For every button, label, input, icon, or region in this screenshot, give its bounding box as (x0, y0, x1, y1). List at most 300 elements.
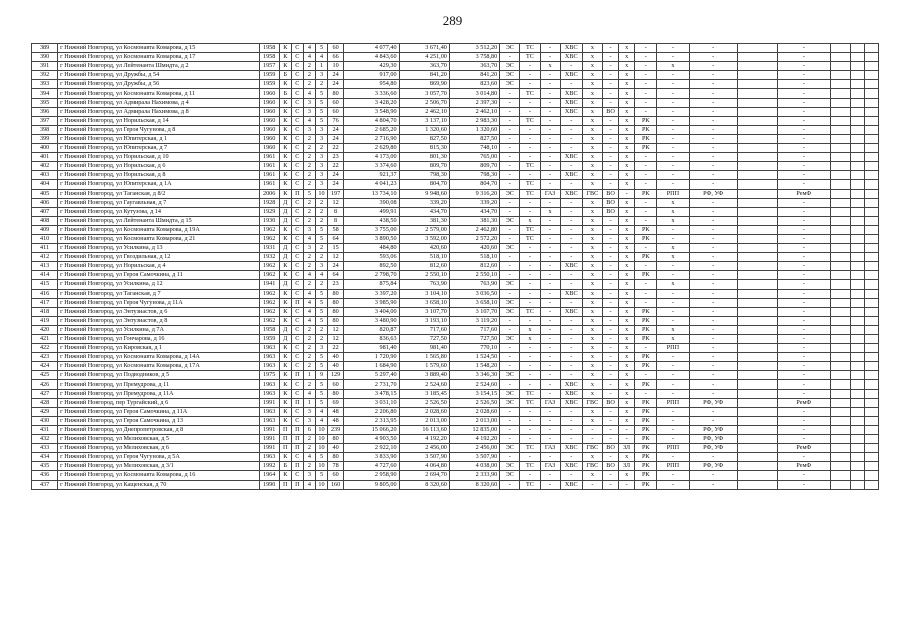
table-row (32, 89, 879, 98)
table-row (32, 462, 879, 471)
empty-cell (864, 125, 878, 134)
table-cell: х (619, 153, 635, 162)
empty-cell (864, 480, 878, 489)
table-cell: С (291, 107, 303, 116)
table-cell (737, 53, 777, 62)
table-cell: ТС (520, 480, 540, 489)
table-row (32, 162, 879, 171)
table-cell: 395 (32, 98, 58, 107)
table-cell (737, 335, 777, 344)
table-cell: - (500, 98, 520, 107)
empty-cell (830, 407, 850, 416)
table-cell (737, 171, 777, 180)
table-cell: - (657, 80, 689, 89)
table-cell: ЭС (500, 371, 520, 380)
table-cell: ХВС (560, 480, 582, 489)
table-cell: - (540, 471, 560, 480)
table-cell: К (279, 407, 291, 416)
table-cell: ТС (520, 307, 540, 316)
table-cell: К (279, 416, 291, 425)
table-cell: - (560, 116, 582, 125)
table-cell: РПП (657, 189, 689, 198)
table-cell: - (520, 298, 540, 307)
table-cell: х (619, 89, 635, 98)
table-cell: х (657, 325, 689, 334)
table-cell: ВО (602, 189, 618, 198)
table-cell: ВО (602, 107, 618, 116)
table-cell: х (520, 335, 540, 344)
table-row (32, 189, 879, 198)
table-cell: 9 948,60 (399, 189, 449, 198)
table-cell: г Нижний Новгород, ул Мелиховская, д 5 (58, 435, 259, 444)
table-row (32, 125, 879, 134)
table-cell: 394 (32, 89, 58, 98)
table-cell: - (778, 198, 830, 207)
table-cell: С (291, 225, 303, 234)
empty-cell (830, 171, 850, 180)
empty-cell (850, 480, 864, 489)
table-cell: - (560, 453, 582, 462)
table-cell: 1959 (259, 335, 279, 344)
table-cell: 801,30 (399, 153, 449, 162)
empty-cell (830, 125, 850, 134)
table-cell: - (657, 362, 689, 371)
table-cell: РПП (657, 398, 689, 407)
empty-cell (850, 462, 864, 471)
table-cell: - (657, 389, 689, 398)
table-cell: 10 (315, 435, 327, 444)
table-cell: 160 (328, 480, 344, 489)
table-cell: - (520, 198, 540, 207)
table-cell: С (291, 53, 303, 62)
table-cell: - (500, 125, 520, 134)
table-cell: 48 (328, 416, 344, 425)
table-cell: 10 (315, 425, 327, 434)
table-cell: ЗЛ (619, 444, 635, 453)
empty-cell (830, 144, 850, 153)
table-cell: 809,70 (449, 162, 499, 171)
empty-cell (850, 298, 864, 307)
table-cell: 2 456,00 (399, 444, 449, 453)
table-cell: ТС (520, 389, 540, 398)
table-cell: РК (635, 353, 657, 362)
table-cell: С (291, 262, 303, 271)
table-cell: 2 (303, 153, 315, 162)
table-cell: 499,91 (344, 207, 399, 216)
empty-cell (850, 216, 864, 225)
table-cell: 4 (315, 271, 327, 280)
table-cell: - (689, 62, 737, 71)
table-cell: ГВС (582, 189, 602, 198)
table-cell: 5 297,40 (344, 371, 399, 380)
table-cell: - (520, 271, 540, 280)
table-cell: - (500, 407, 520, 416)
table-row (32, 262, 879, 271)
table-cell: 2 694,70 (399, 471, 449, 480)
table-cell: 4 (303, 453, 315, 462)
table-cell: - (689, 453, 737, 462)
table-row (32, 244, 879, 253)
table-cell: 64 (328, 234, 344, 243)
table-cell: - (689, 216, 737, 225)
table-row (32, 271, 879, 280)
table-cell: 1960 (259, 116, 279, 125)
table-cell: 48 (328, 407, 344, 416)
table-cell: х (582, 389, 602, 398)
table-cell (737, 244, 777, 253)
table-cell: г Нижний Новгород, ул Усилкина, д 7А (58, 325, 259, 334)
table-cell: - (657, 107, 689, 116)
table-cell: ВО (602, 444, 618, 453)
table-cell: С (291, 416, 303, 425)
table-cell: 3 154,15 (449, 389, 499, 398)
table-cell: 1990 (259, 480, 279, 489)
table-cell: К (279, 116, 291, 125)
table-cell: К (279, 62, 291, 71)
table-cell: 1 565,80 (399, 353, 449, 362)
table-cell: С (291, 71, 303, 80)
table-cell: 3 758,80 (449, 53, 499, 62)
table-cell: РФ, УФ (689, 189, 737, 198)
table-cell: х (582, 153, 602, 162)
table-cell: - (582, 480, 602, 489)
table-cell: - (560, 62, 582, 71)
table-cell: г Нижний Новгород, ул Норильская, д 4 (58, 262, 259, 271)
table-cell: ХВС (560, 89, 582, 98)
table-cell: РК (635, 134, 657, 143)
table-cell: - (540, 453, 560, 462)
table-row (32, 253, 879, 262)
table-cell: - (689, 80, 737, 89)
table-cell: РК (635, 416, 657, 425)
empty-cell (850, 444, 864, 453)
table-cell: 392 (32, 71, 58, 80)
table-cell: РК (635, 471, 657, 480)
table-cell: - (689, 107, 737, 116)
table-cell: - (619, 435, 635, 444)
table-cell: 5 (315, 44, 327, 53)
table-cell: х (657, 216, 689, 225)
table-cell: 24 (328, 80, 344, 89)
table-cell: 2 (315, 325, 327, 334)
table-cell: ЭС (500, 298, 520, 307)
table-cell: - (657, 407, 689, 416)
table-cell: 409 (32, 225, 58, 234)
table-cell: С (291, 98, 303, 107)
table-cell: РК (635, 225, 657, 234)
table-row (32, 207, 879, 216)
table-cell: 1992 (259, 462, 279, 471)
empty-cell (864, 425, 878, 434)
table-cell: - (657, 425, 689, 434)
table-cell: - (540, 416, 560, 425)
table-cell: 1961 (259, 162, 279, 171)
table-cell: - (778, 171, 830, 180)
table-cell: - (540, 171, 560, 180)
table-cell: - (657, 316, 689, 325)
table-row (32, 216, 879, 225)
table-cell: - (689, 380, 737, 389)
table-cell: - (540, 53, 560, 62)
table-cell: - (635, 289, 657, 298)
table-cell: г Нижний Новгород, ул Лейтенанта Шмидта, д 15 (58, 216, 259, 225)
table-cell: х (619, 471, 635, 480)
empty-cell (830, 416, 850, 425)
empty-cell (830, 325, 850, 334)
empty-cell (850, 162, 864, 171)
table-cell: х (582, 271, 602, 280)
table-cell: 363,70 (399, 62, 449, 71)
table-cell: - (778, 353, 830, 362)
table-cell: 1 524,50 (449, 353, 499, 362)
table-cell: х (619, 62, 635, 71)
table-cell: 5 (315, 89, 327, 98)
table-cell: 593,06 (344, 253, 399, 262)
empty-cell (850, 389, 864, 398)
table-cell: - (619, 480, 635, 489)
table-cell: - (500, 144, 520, 153)
table-cell: 389 (32, 44, 58, 53)
table-cell: - (520, 262, 540, 271)
table-cell: - (602, 362, 618, 371)
table-cell: - (657, 353, 689, 362)
table-cell: 2006 (259, 189, 279, 198)
table-cell: - (778, 53, 830, 62)
table-cell: К (279, 80, 291, 89)
table-cell: - (540, 253, 560, 262)
table-cell: 4 192,20 (399, 435, 449, 444)
empty-cell (830, 153, 850, 162)
table-cell: ТС (520, 116, 540, 125)
table-cell: П (279, 480, 291, 489)
table-cell: К (279, 225, 291, 234)
table-cell: - (602, 44, 618, 53)
table-cell (737, 353, 777, 362)
table-cell: П (291, 435, 303, 444)
table-cell: ЭС (500, 216, 520, 225)
table-cell: 804,70 (399, 180, 449, 189)
table-cell: - (657, 298, 689, 307)
table-cell: - (540, 335, 560, 344)
table-cell: - (602, 216, 618, 225)
table-cell: 78 (328, 462, 344, 471)
table-cell: - (602, 416, 618, 425)
table-cell: 363,70 (449, 62, 499, 71)
table-cell: 3 (303, 416, 315, 425)
table-cell: - (635, 262, 657, 271)
table-cell (737, 189, 777, 198)
table-cell: 3 512,20 (449, 44, 499, 53)
table-cell: РК (635, 116, 657, 125)
table-cell: 981,40 (344, 344, 399, 353)
table-cell: К (279, 53, 291, 62)
table-cell: К (279, 344, 291, 353)
table-cell: 3 985,90 (344, 298, 399, 307)
table-cell: - (560, 435, 582, 444)
table-cell: - (602, 262, 618, 271)
table-cell: 3 193,10 (399, 316, 449, 325)
table-cell: 2 526,50 (399, 398, 449, 407)
table-cell: - (602, 380, 618, 389)
table-cell: - (500, 153, 520, 162)
table-cell: 3 (315, 125, 327, 134)
empty-cell (864, 316, 878, 325)
table-cell: - (778, 262, 830, 271)
table-cell: 2 (303, 262, 315, 271)
table-row (32, 407, 879, 416)
empty-cell (864, 325, 878, 334)
table-cell: 12 835,00 (449, 425, 499, 434)
table-cell: 2 (303, 362, 315, 371)
empty-cell (864, 89, 878, 98)
table-cell: х (582, 207, 602, 216)
table-cell: х (582, 325, 602, 334)
table-cell: - (540, 234, 560, 243)
table-row (32, 444, 879, 453)
table-cell: - (602, 53, 618, 62)
table-cell: г Нижний Новгород, ул Дружбы, д 56 (58, 80, 259, 89)
table-cell: - (689, 244, 737, 253)
table-cell: 416 (32, 289, 58, 298)
table-cell: 407 (32, 207, 58, 216)
table-cell: 823,60 (449, 80, 499, 89)
empty-cell (864, 253, 878, 262)
empty-cell (830, 444, 850, 453)
table-cell: г Нижний Новгород, ул Юпитерская, д 1 (58, 134, 259, 143)
table-cell: С (291, 207, 303, 216)
table-cell: х (619, 225, 635, 234)
table-cell: - (689, 153, 737, 162)
table-cell: 3 404,00 (344, 307, 399, 316)
empty-cell (830, 462, 850, 471)
table-cell: 2 983,30 (449, 116, 499, 125)
table-cell: РК (635, 125, 657, 134)
table-cell: РК (635, 407, 657, 416)
table-cell (737, 280, 777, 289)
table-cell: - (635, 62, 657, 71)
table-cell: - (602, 371, 618, 380)
table-cell: г Нижний Новгород, ул Космонавта Комарова, д 14А (58, 353, 259, 362)
table-cell: - (520, 134, 540, 143)
table-cell: 3 (315, 153, 327, 162)
table-cell: ЭС (500, 71, 520, 80)
table-cell: ВО (602, 462, 618, 471)
empty-cell (850, 244, 864, 253)
table-cell: г Нижний Новгород, ул Подводников, д 5 (58, 371, 259, 380)
table-cell: ТС (520, 234, 540, 243)
table-cell: - (635, 198, 657, 207)
table-cell: - (619, 425, 635, 434)
table-cell: 1961 (259, 180, 279, 189)
table-cell: 1 548,20 (449, 362, 499, 371)
table-cell: 4 (303, 44, 315, 53)
table-cell: 812,60 (449, 262, 499, 271)
table-cell: - (540, 371, 560, 380)
empty-cell (850, 416, 864, 425)
table-cell: 3 480,90 (344, 316, 399, 325)
table-cell: х (582, 134, 602, 143)
table-cell: С (291, 307, 303, 316)
table-cell: Д (279, 280, 291, 289)
table-cell: х (657, 335, 689, 344)
table-cell: х (582, 98, 602, 107)
table-cell: 2 (303, 62, 315, 71)
table-cell: 423 (32, 353, 58, 362)
table-cell: 2 798,70 (344, 271, 399, 280)
table-cell: х (619, 362, 635, 371)
table-cell: 2 (303, 134, 315, 143)
table-cell: - (778, 325, 830, 334)
table-cell: х (619, 407, 635, 416)
table-cell: 1963 (259, 344, 279, 353)
table-cell (737, 362, 777, 371)
table-cell: 748,10 (449, 144, 499, 153)
table-cell: 1991 (259, 444, 279, 453)
table-cell: 437 (32, 480, 58, 489)
table-cell: - (657, 289, 689, 298)
table-cell: - (500, 416, 520, 425)
table-cell: 129 (328, 371, 344, 380)
empty-cell (864, 198, 878, 207)
table-cell: - (602, 480, 618, 489)
empty-cell (850, 335, 864, 344)
table-cell: - (602, 162, 618, 171)
table-cell: 3 (303, 107, 315, 116)
table-cell: 40 (328, 444, 344, 453)
table-cell: - (540, 271, 560, 280)
table-cell: РПП (657, 462, 689, 471)
empty-cell (864, 362, 878, 371)
table-cell: С (291, 453, 303, 462)
empty-cell (864, 407, 878, 416)
table-cell: - (602, 435, 618, 444)
table-cell: - (602, 125, 618, 134)
table-cell: 3 107,70 (449, 307, 499, 316)
table-cell: РК (635, 435, 657, 444)
table-cell: 10 (328, 62, 344, 71)
table-cell: - (560, 425, 582, 434)
table-cell: - (500, 171, 520, 180)
table-cell: РФ, УФ (689, 444, 737, 453)
table-cell: 2 013,00 (449, 416, 499, 425)
table-cell: х (619, 107, 635, 116)
table-cell: 2 456,00 (449, 444, 499, 453)
table-cell: 3 755,00 (344, 225, 399, 234)
table-cell: 1962 (259, 234, 279, 243)
empty-cell (864, 44, 878, 53)
table-cell: - (778, 134, 830, 143)
table-cell: 428 (32, 398, 58, 407)
table-cell: 60 (328, 107, 344, 116)
table-cell: ХВС (560, 171, 582, 180)
table-cell: 381,30 (399, 216, 449, 225)
table-cell: - (602, 316, 618, 325)
table-cell: 410 (32, 234, 58, 243)
empty-cell (864, 353, 878, 362)
table-cell: 809,70 (399, 162, 449, 171)
table-cell: ГВС (582, 462, 602, 471)
table-cell: - (689, 44, 737, 53)
table-cell: г Нижний Новгород, ул Адмирала Нахимова, д 4 (58, 98, 259, 107)
table-cell: - (778, 207, 830, 216)
table-cell: 2 (315, 253, 327, 262)
table-cell: 3 185,45 (399, 389, 449, 398)
table-cell: - (602, 280, 618, 289)
table-cell: РПП (657, 444, 689, 453)
table-cell: ЭС (500, 280, 520, 289)
table-cell: х (582, 262, 602, 271)
table-cell: С (291, 289, 303, 298)
